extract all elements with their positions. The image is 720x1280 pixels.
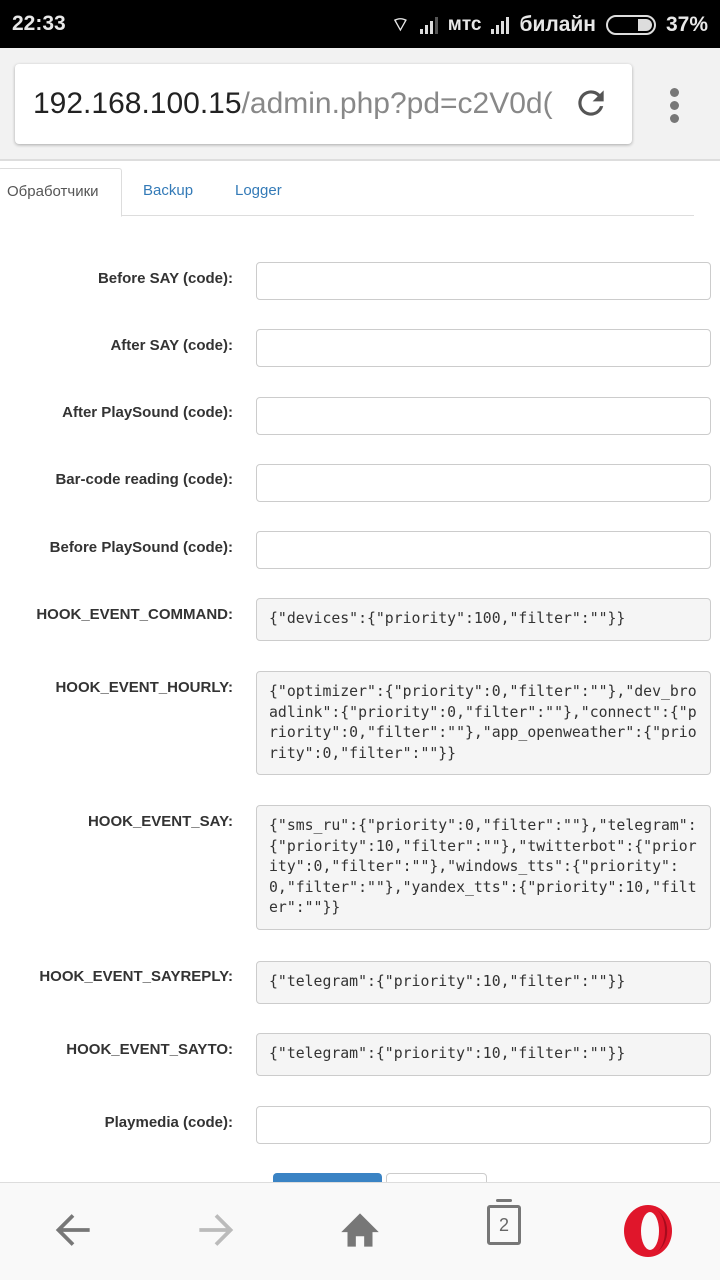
field-label: After PlaySound (code):	[62, 404, 233, 421]
url-path: /admin.php?pd=c2V0d(	[241, 87, 553, 120]
carrier-1: мтс	[447, 13, 482, 35]
back-icon[interactable]	[48, 1205, 98, 1255]
address-bar[interactable]	[15, 64, 632, 144]
battery-icon	[606, 15, 656, 35]
status-bar	[0, 0, 720, 48]
before-say-input[interactable]	[256, 262, 711, 300]
hook-sayto-value: {"telegram":{"priority":10,"filter":""}}	[256, 1033, 711, 1076]
browser-bottom-bar	[0, 1182, 720, 1280]
field-label: HOOK_EVENT_SAYREPLY:	[39, 968, 233, 985]
after-playsound-input[interactable]	[256, 397, 711, 435]
hook-command-value: {"devices":{"priority":100,"filter":""}}	[256, 598, 711, 641]
hook-say-value: {"sms_ru":{"priority":0,"filter":""},"telegram":{"priority":10,"filter":""},"twitterbot":{"priority":0,"filter":""},"windows_tts":{"priority":0,"filter":""},"yandex_tts":{"priority":10,"filter":""}}	[256, 805, 711, 930]
tabs-button[interactable]: 2	[487, 1205, 521, 1245]
carrier-2: билайн	[519, 12, 596, 36]
menu-icon[interactable]	[670, 88, 682, 127]
tab-bar	[0, 168, 694, 216]
tab-backup[interactable]: Backup	[143, 182, 194, 199]
home-icon[interactable]	[335, 1205, 385, 1255]
hook-sayreply-value: {"telegram":{"priority":10,"filter":""}}	[256, 961, 711, 1004]
field-label: Playmedia (code):	[104, 1114, 233, 1131]
field-label: HOOK_EVENT_SAY:	[87, 813, 233, 830]
barcode-input[interactable]	[256, 464, 711, 502]
signal-icon	[491, 16, 509, 34]
after-say-input[interactable]	[256, 329, 711, 367]
signal-icon	[420, 16, 438, 34]
field-label: Bar-code reading (code):	[55, 471, 233, 488]
playmedia-input[interactable]	[256, 1106, 711, 1144]
tab-handlers[interactable]: Обработчики	[0, 168, 122, 217]
browser-toolbar	[0, 48, 720, 161]
field-label: HOOK_EVENT_SAYTO:	[66, 1041, 233, 1058]
reload-icon[interactable]	[572, 84, 610, 122]
url-host: 192.168.100.15	[33, 87, 242, 120]
forward-icon[interactable]	[191, 1205, 241, 1255]
before-playsound-input[interactable]	[256, 531, 711, 569]
field-label: After SAY (code):	[110, 337, 233, 354]
field-label: HOOK_EVENT_HOURLY:	[55, 679, 233, 696]
opera-icon[interactable]	[622, 1203, 674, 1259]
tab-logger[interactable]: Logger	[235, 182, 282, 199]
battery-level: 37%	[665, 12, 708, 36]
wifi-icon: ⌔	[390, 14, 410, 36]
field-label: HOOK_EVENT_COMMAND:	[36, 606, 233, 623]
field-label: Before SAY (code):	[97, 270, 233, 287]
field-label: Before PlaySound (code):	[49, 539, 233, 556]
clock: 22:33	[12, 12, 66, 35]
hook-hourly-value: {"optimizer":{"priority":0,"filter":""},"dev_broadlink":{"priority":0,"filter":""},"connect":{"priority":0,"filter":""},"app_openweather":{"priority":0,"filter":""}}	[256, 671, 711, 775]
